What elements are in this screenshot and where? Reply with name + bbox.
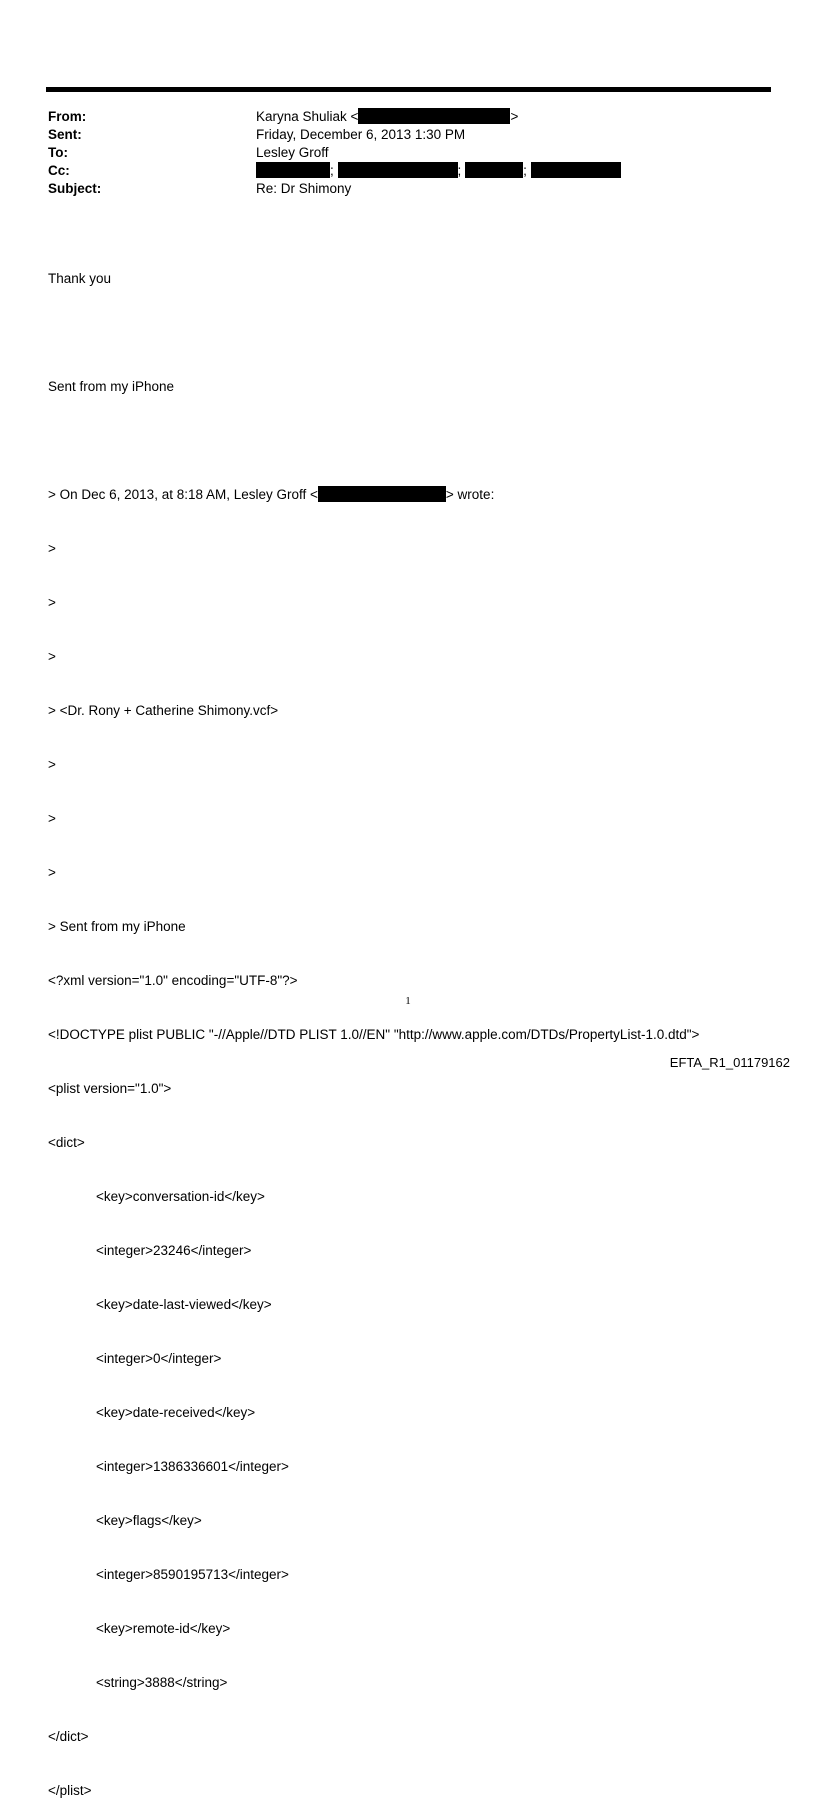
xml-dict-line: <key>conversation-id</key>: [96, 1189, 265, 1204]
blank-line: [48, 432, 699, 450]
body-line: Sent from my iPhone: [48, 379, 175, 394]
quote-intro-line: > On Dec 6, 2013, at 8:18 AM, Lesley Groff < > wrote:: [48, 487, 495, 502]
xml-line: </plist>: [48, 1783, 92, 1798]
redaction-block: [318, 486, 446, 502]
quote-line: >: [48, 757, 56, 772]
cc-value: ; ; ;: [256, 162, 621, 180]
body-line: Thank you: [48, 271, 112, 286]
xml-dict-line: <integer>23246</integer>: [96, 1243, 252, 1258]
redaction-block: [338, 162, 458, 178]
redaction-block: [358, 108, 510, 124]
from-label: From:: [48, 109, 87, 124]
xml-line: <plist version="1.0">: [48, 1081, 172, 1096]
xml-dict-line: <key>date-received</key>: [96, 1405, 256, 1420]
xml-line: <!DOCTYPE plist PUBLIC "-//Apple//DTD PLIST 1.0//EN" "http://www.apple.com/DTDs/PropertyList-1.0.dtd">: [48, 1027, 700, 1042]
redaction-block: [465, 162, 523, 178]
xml-dict-line: <integer>8590195713</integer>: [96, 1567, 289, 1582]
quote-line: >: [48, 541, 56, 556]
xml-line: <?xml version="1.0" encoding="UTF-8"?>: [48, 973, 298, 988]
quote-line: >: [48, 811, 56, 826]
from-value: Karyna Shuliak < >: [256, 109, 519, 124]
xml-line: <dict>: [48, 1135, 85, 1150]
quote-line: > Sent from my iPhone: [48, 919, 186, 934]
xml-dict-line: <key>flags</key>: [96, 1513, 202, 1528]
quote-line: >: [48, 649, 56, 664]
subject-value: Re: Dr Shimony: [256, 181, 352, 196]
xml-dict-line: <string>3888</string>: [96, 1675, 228, 1690]
email-body: [48, 234, 699, 1818]
cc-label: Cc:: [48, 163, 70, 178]
subject-label: Subject:: [48, 181, 102, 196]
header-rule: [46, 87, 771, 92]
to-label: To:: [48, 145, 68, 160]
document-id: EFTA_R1_01179162: [669, 1055, 790, 1070]
quote-line: >: [48, 595, 56, 610]
redaction-block: [256, 162, 330, 178]
attachment-line: > <Dr. Rony + Catherine Shimony.vcf>: [48, 703, 279, 718]
xml-line: </dict>: [48, 1729, 89, 1744]
redaction-block: [531, 162, 621, 178]
page-number: 1: [405, 995, 411, 1007]
to-value: Lesley Groff: [256, 145, 329, 160]
blank-line: [48, 324, 699, 342]
sent-value: Friday, December 6, 2013 1:30 PM: [256, 127, 466, 142]
quote-line: >: [48, 865, 56, 880]
xml-dict-line: <integer>1386336601</integer>: [96, 1459, 289, 1474]
sent-label: Sent:: [48, 127, 82, 142]
xml-dict-line: <key>remote-id</key>: [96, 1621, 231, 1636]
xml-dict-line: <key>date-last-viewed</key>: [96, 1297, 272, 1312]
xml-dict-line: <integer>0</integer>: [96, 1351, 222, 1366]
